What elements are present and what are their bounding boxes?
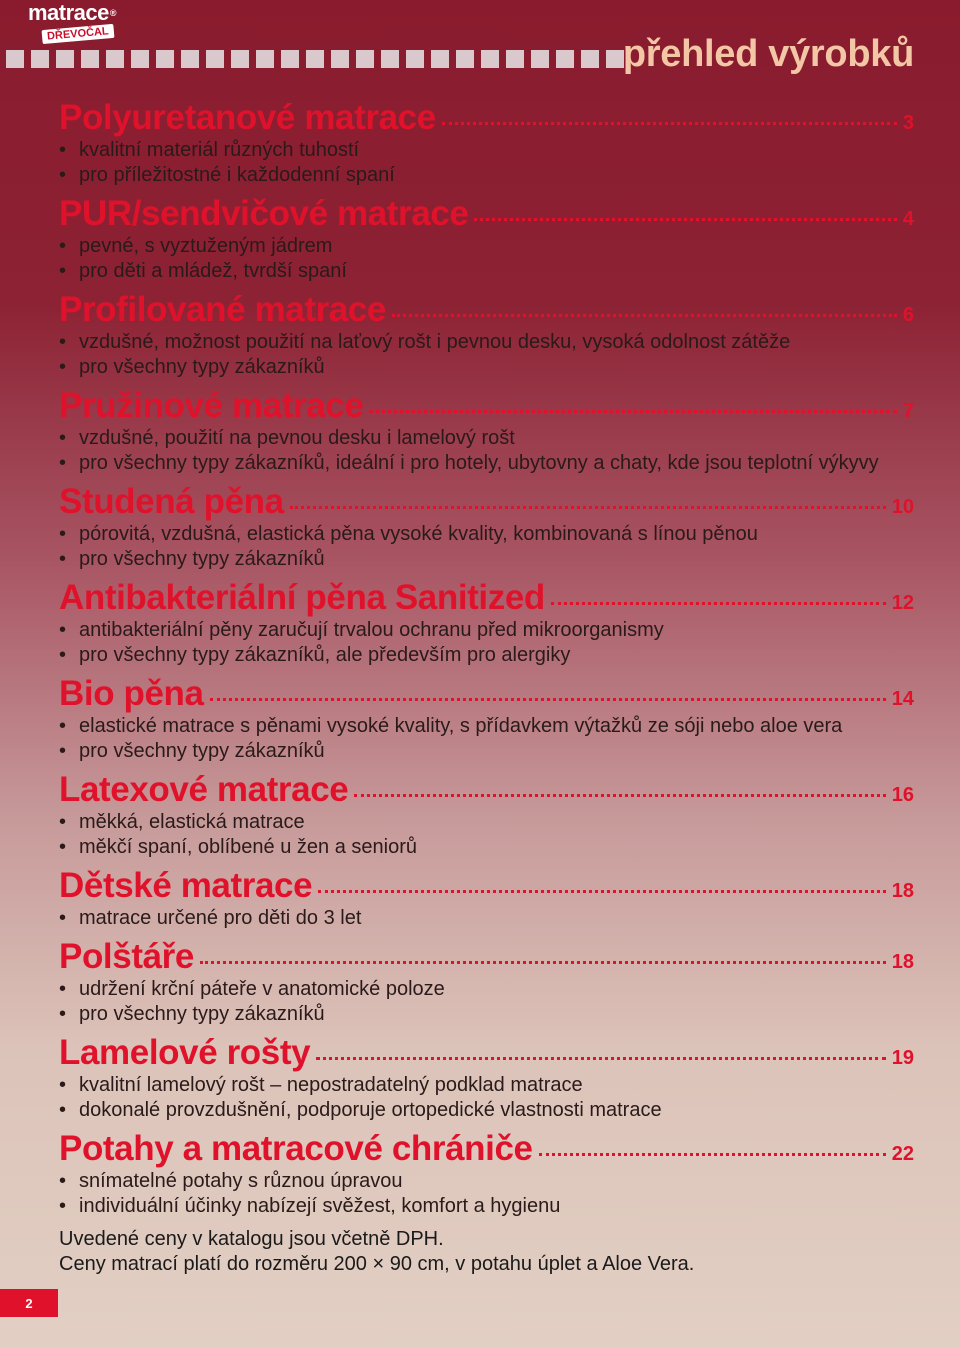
toc-section [59,98,914,188]
section-page-number: 4 [902,208,914,230]
section-page-number: 18 [891,951,914,973]
dot-leader [200,961,886,964]
product-overview-list [59,98,914,1277]
feature-list [59,426,914,476]
section-page-number: 19 [891,1047,914,1069]
feature-list [59,1073,914,1123]
feature-item: • snímatelné potahy s různou úpravou [59,1169,914,1194]
toc-heading-row[interactable] [59,674,914,714]
feature-item: • matrace určené pro děti do 3 let [59,906,914,931]
feature-item: • vzdušné, možnost použití na laťový rošt i pevnou desku, vysoká odolnost zátěže [59,330,914,355]
dot-leader [354,794,885,797]
feature-item: • dokonalé provzdušnění, podporuje ortopedické vlastnosti matrace [59,1098,914,1123]
toc-heading-row[interactable] [59,386,914,426]
toc-section [59,770,914,860]
section-title: Profilované matrace [59,290,386,329]
toc-section [59,194,914,284]
feature-item: • kvalitní materiál různých tuhostí [59,138,914,163]
dot-leader [210,698,886,701]
feature-item: • pro děti a mládež, tvrdší spaní [59,259,914,284]
section-title: PUR/sendvičové matrace [59,194,469,233]
dot-leader [369,410,896,413]
section-title: Bio pěna [59,674,204,713]
toc-heading-row[interactable] [59,866,914,906]
feature-item: • udržení krční páteře v anatomické poloze [59,977,914,1002]
decorative-squares [6,50,624,68]
toc-section [59,1033,914,1123]
feature-list [59,330,914,380]
toc-section [59,482,914,572]
section-title: Lamelové rošty [59,1033,311,1072]
feature-item: • měkčí spaní, oblíbené u žen a seniorů [59,835,914,860]
note-line: Uvedené ceny v katalogu jsou včetně DPH. [59,1228,444,1250]
toc-section [59,386,914,476]
feature-item: • vzdušné, použití na pevnou desku i lamelový rošt [59,426,914,451]
note-line: Ceny matrací platí do rozměru 200 × 90 cm, v potahu úplet a Aloe Vera. [59,1253,695,1275]
dot-leader [316,1057,886,1060]
section-page-number: 18 [891,880,914,902]
toc-heading-row[interactable] [59,770,914,810]
section-title: Pružinové matrace [59,386,364,425]
dot-leader [474,218,896,221]
feature-list [59,138,914,188]
feature-item: • pro všechny typy zákazníků [59,739,914,764]
section-title: Antibakteriální pěna Sanitized [59,578,545,617]
section-page-number: 22 [891,1143,914,1165]
page-number: 2 [0,1289,58,1317]
section-page-number: 10 [891,496,914,518]
feature-list [59,714,914,764]
feature-item: • pro všechny typy zákazníků [59,355,914,380]
toc-heading-row[interactable] [59,1033,914,1073]
dot-leader [539,1153,886,1156]
toc-section [59,674,914,764]
toc-heading-row[interactable] [59,482,914,522]
logo-wordmark: matrace® [28,0,117,25]
toc-heading-row[interactable] [59,194,914,234]
toc-heading-row[interactable] [59,578,914,618]
toc-section [59,866,914,931]
feature-item: • pro příležitostné i každodenní spaní [59,163,914,188]
section-page-number: 3 [902,112,914,134]
feature-item: • individuální účinky nabízejí svěžest, komfort a hygienu [59,1194,914,1219]
toc-heading-row[interactable] [59,290,914,330]
feature-item: • elastické matrace s pěnami vysoké kvality, s přídavkem výtažků ze sóji nebo aloe vera [59,714,914,739]
feature-item: • pro všechny typy zákazníků, ideální i pro hotely, ubytovny a chaty, kde jsou teplotní výkyvy [59,451,914,476]
section-page-number: 12 [891,592,914,614]
section-page-number: 14 [891,688,914,710]
section-page-number: 6 [902,304,914,326]
section-title: Polštáře [59,937,194,976]
feature-item: • kvalitní lamelový rošt – nepostradatelný podklad matrace [59,1073,914,1098]
feature-item: • měkká, elastická matrace [59,810,914,835]
section-title: Potahy a matracové chrániče [59,1129,533,1168]
section-title: Studená pěna [59,482,284,521]
feature-item: • pórovitá, vzdušná, elastická pěna vysoké kvality, kombinovaná s línou pěnou [59,522,914,547]
toc-section [59,1129,914,1219]
feature-list [59,1169,914,1219]
toc-heading-row[interactable] [59,1129,914,1169]
logo-brand-badge: DŘEVOČAL [42,24,115,44]
feature-list [59,977,914,1027]
toc-section [59,578,914,668]
toc-section [59,290,914,380]
toc-heading-row[interactable] [59,937,914,977]
toc-heading-row[interactable] [59,98,914,138]
section-title: Dětské matrace [59,866,313,905]
feature-list [59,906,914,931]
page-title: přehled výrobků [622,33,914,75]
dot-leader [290,506,886,509]
dot-leader [551,602,886,605]
feature-item: • pro všechny typy zákazníků [59,1002,914,1027]
dot-leader [392,314,897,317]
brand-logo [28,2,128,42]
feature-item: • antibakteriální pěny zaručují trvalou ochranu před mikroorganismy [59,618,914,643]
section-page-number: 16 [891,784,914,806]
dot-leader [442,122,897,125]
dot-leader [318,890,886,893]
section-page-number: 7 [902,400,914,422]
section-title: Polyuretanové matrace [59,98,436,137]
feature-list [59,234,914,284]
section-title: Latexové matrace [59,770,349,809]
feature-list [59,618,914,668]
feature-list [59,810,914,860]
price-notes [59,1227,914,1277]
toc-section [59,937,914,1027]
feature-item: • pro všechny typy zákazníků [59,547,914,572]
feature-item: • pevné, s vyztuženým jádrem [59,234,914,259]
feature-item: • pro všechny typy zákazníků, ale především pro alergiky [59,643,914,668]
feature-list [59,522,914,572]
